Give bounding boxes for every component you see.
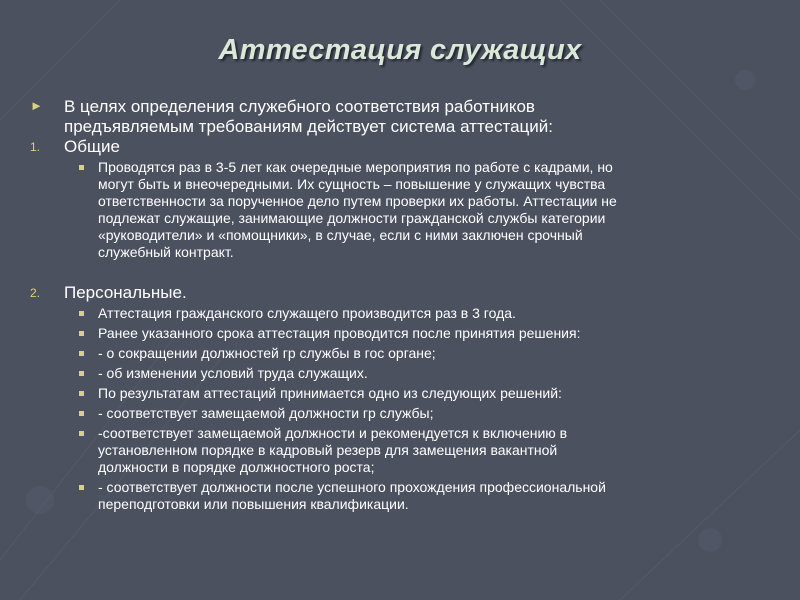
triangle-arrow-icon: ►: [30, 98, 43, 113]
square-bullet-icon: [79, 411, 84, 416]
square-bullet-icon: [79, 331, 84, 336]
square-bullet-icon: [79, 371, 84, 376]
square-bullet-icon: [79, 485, 84, 490]
text-line: -соответствует замещаемой должности и рекомендуется к включению в: [98, 425, 568, 441]
text-line: «руководители» и «помощники», в случае, если с ними заключен срочный: [98, 227, 583, 243]
list-number: 1.: [30, 140, 41, 154]
text-line: Проводятся раз в 3-5 лет как очередные мероприятия по работе с кадрами, но: [98, 159, 613, 175]
text-line: переподготовки или повышения квалификации.: [98, 496, 409, 512]
square-bullet-icon: [79, 165, 84, 170]
list-item: [30, 385, 770, 402]
intro-line: В целях определения служебного соответствия работников: [64, 97, 535, 116]
list-item: [30, 159, 770, 261]
square-bullet-icon: [79, 311, 84, 316]
text-line: Ранее указанного срока аттестация проводится после принятия решения:: [98, 325, 581, 341]
section-heading: Общие: [64, 137, 120, 156]
section-heading: Персональные.: [64, 283, 187, 302]
list-item: [30, 325, 770, 342]
list-item: [30, 345, 770, 362]
text-line: - соответствует замещаемой должности гр службы;: [98, 405, 434, 421]
list-item: [30, 365, 770, 382]
list-item: [30, 305, 770, 322]
text-line: подлежат служащие, занимающие должности гражданской службы категории: [98, 210, 606, 226]
slide-title: Аттестация служащих: [218, 34, 582, 66]
text-line: установленном порядке в кадровый резерв для замещения вакантной: [98, 442, 558, 458]
text-line: - об изменении условий труда служащих.: [98, 365, 368, 381]
text-line: По результатам аттестаций принимается одно из следующих решений:: [98, 385, 562, 401]
text-line: могут быть и внеочередными. Их сущность – повышение у служащих чувства: [98, 176, 606, 192]
slide-content: [30, 97, 770, 513]
intro-line: предъявляемым требованиям действует система аттестаций:: [64, 117, 553, 136]
intro-paragraph: [30, 97, 770, 137]
list-item: [30, 425, 770, 476]
text-line: - соответствует должности после успешного прохождения профессиональной: [98, 479, 606, 495]
section-general-heading: [30, 137, 770, 157]
text-line: ответственности за порученное дело путем проверки их работы. Аттестации не: [98, 193, 617, 209]
list-item: [30, 479, 770, 513]
square-bullet-icon: [79, 431, 84, 436]
text-line: служебный контракт.: [98, 244, 234, 260]
text-line: должности в порядке должностного роста;: [98, 459, 375, 475]
square-bullet-icon: [79, 351, 84, 356]
text-line: Аттестация гражданского служащего производится раз в 3 года.: [98, 305, 516, 321]
section-personal-heading: [30, 283, 770, 303]
list-number: 2.: [30, 286, 41, 300]
text-line: - о сокращении должностей гр службы в гос органе;: [98, 345, 436, 361]
square-bullet-icon: [79, 391, 84, 396]
list-item: [30, 405, 770, 422]
